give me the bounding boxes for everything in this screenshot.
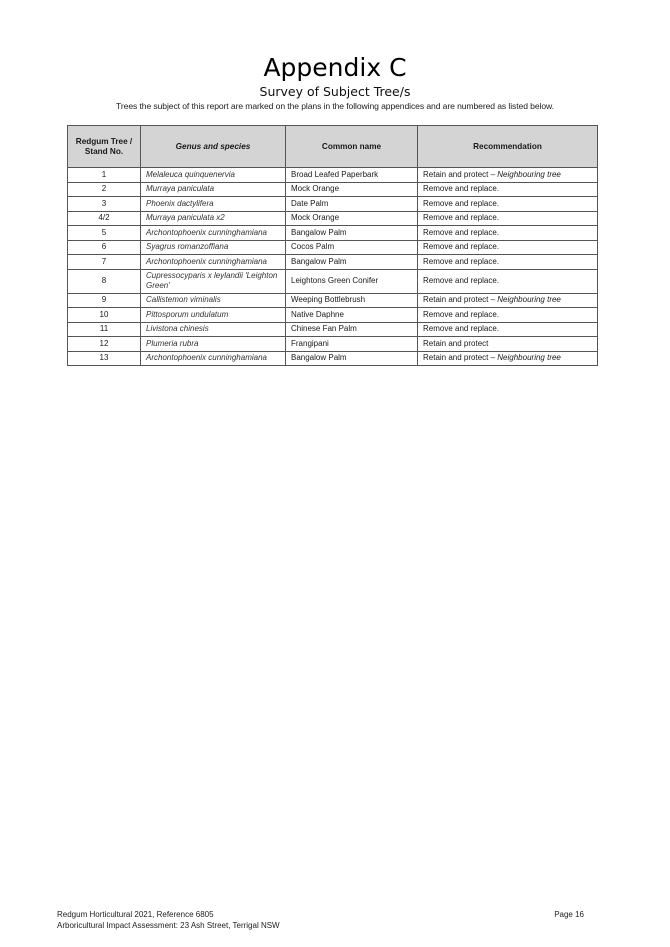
cell-tree-no: 11	[68, 322, 141, 337]
cell-recommendation	[418, 269, 598, 293]
recommendation-note: Neighbouring tree	[497, 295, 561, 305]
cell-common-name: Bangalow Palm	[286, 226, 418, 241]
table-row	[68, 197, 598, 212]
page-subtitle: Survey of Subject Tree/s	[259, 84, 411, 99]
cell-recommendation	[418, 240, 598, 255]
cell-genus: Archontophoenix cunninghamiana	[141, 351, 286, 366]
recommendation-text: Remove and replace.	[423, 184, 500, 194]
cell-genus: Phoenix dactylifera	[141, 197, 286, 212]
cell-tree-no: 7	[68, 255, 141, 270]
recommendation-text: Remove and replace.	[423, 227, 500, 237]
cell-genus: Murraya paniculata	[141, 182, 286, 197]
table-row	[68, 351, 598, 366]
cell-tree-no: 10	[68, 308, 141, 323]
cell-common-name: Mock Orange	[286, 182, 418, 197]
table-row	[68, 337, 598, 352]
cell-genus: Plumeria rubra	[141, 337, 286, 352]
tree-survey-table	[67, 125, 598, 366]
table-row	[68, 308, 598, 323]
cell-tree-no: 9	[68, 293, 141, 308]
cell-common-name: Cocos Palm	[286, 240, 418, 255]
cell-recommendation	[418, 211, 598, 226]
cell-tree-no: 12	[68, 337, 141, 352]
cell-common-name: Frangipani	[286, 337, 418, 352]
cell-tree-no: 1	[68, 168, 141, 183]
header-common-name: Common name	[286, 126, 418, 168]
table-row	[68, 255, 598, 270]
cell-tree-no: 3	[68, 197, 141, 212]
page-number: Page 16	[554, 910, 584, 919]
recommendation-note: Neighbouring tree	[497, 353, 561, 363]
recommendation-text: Remove and replace.	[423, 309, 500, 319]
header-genus: Genus and species	[141, 126, 286, 168]
cell-genus: Pittosporum undulatum	[141, 308, 286, 323]
recommendation-text: Remove and replace.	[423, 256, 500, 266]
footer-line-2: Arboricultural Impact Assessment: 23 Ash Street, Terrigal NSW	[57, 921, 280, 930]
recommendation-text: Remove and replace.	[423, 198, 500, 208]
intro-text: Trees the subject of this report are marked on the plans in the following appendices and are numbered as listed below.	[116, 101, 554, 111]
cell-common-name: Date Palm	[286, 197, 418, 212]
header-tree-no: Redgum Tree / Stand No.	[68, 126, 141, 168]
table-row	[68, 293, 598, 308]
cell-tree-no: 13	[68, 351, 141, 366]
cell-genus: Archontophoenix cunninghamiana	[141, 255, 286, 270]
cell-recommendation	[418, 197, 598, 212]
cell-recommendation	[418, 293, 598, 308]
cell-tree-no: 4/2	[68, 211, 141, 226]
cell-genus: Archontophoenix cunninghamiana	[141, 226, 286, 241]
cell-common-name: Weeping Bottlebrush	[286, 293, 418, 308]
cell-common-name: Native Daphne	[286, 308, 418, 323]
cell-common-name: Bangalow Palm	[286, 255, 418, 270]
cell-tree-no: 5	[68, 226, 141, 241]
cell-recommendation	[418, 322, 598, 337]
page-title: Appendix C	[263, 53, 407, 82]
table-row	[68, 182, 598, 197]
cell-genus: Murraya paniculata x2	[141, 211, 286, 226]
cell-recommendation	[418, 168, 598, 183]
cell-common-name: Broad Leafed Paperbark	[286, 168, 418, 183]
cell-common-name: Mock Orange	[286, 211, 418, 226]
cell-recommendation	[418, 182, 598, 197]
recommendation-text: Retain and protect –	[423, 295, 498, 305]
recommendation-text: Remove and replace.	[423, 213, 500, 223]
header-recommendation: Recommendation	[418, 126, 598, 168]
table-row	[68, 322, 598, 337]
cell-genus: Cupressocyparis x leylandii 'Leighton Green'	[141, 269, 286, 293]
recommendation-text: Remove and replace.	[423, 276, 500, 285]
table-body	[68, 168, 598, 366]
cell-tree-no: 2	[68, 182, 141, 197]
cell-genus: Melaleuca quinquenervia	[141, 168, 286, 183]
cell-genus: Syagrus romanzoffiana	[141, 240, 286, 255]
recommendation-text: Remove and replace.	[423, 242, 500, 252]
cell-tree-no: 8	[68, 269, 141, 293]
table-row	[68, 240, 598, 255]
table-row	[68, 211, 598, 226]
cell-recommendation	[418, 308, 598, 323]
cell-common-name: Leightons Green Conifer	[286, 269, 418, 293]
cell-recommendation	[418, 337, 598, 352]
recommendation-text: Retain and protect	[423, 338, 489, 348]
cell-common-name: Bangalow Palm	[286, 351, 418, 366]
recommendation-text: Retain and protect –	[423, 353, 498, 363]
cell-common-name: Chinese Fan Palm	[286, 322, 418, 337]
cell-recommendation	[418, 226, 598, 241]
table-row	[68, 269, 598, 293]
table-row	[68, 168, 598, 183]
recommendation-text: Retain and protect –	[423, 169, 498, 179]
cell-genus: Callistemon viminalis	[141, 293, 286, 308]
cell-genus: Livistona chinesis	[141, 322, 286, 337]
footer-reference	[57, 909, 280, 931]
table-header-row	[68, 126, 598, 168]
table-row	[68, 226, 598, 241]
footer-line-1: Redgum Horticultural 2021, Reference 6805	[57, 910, 214, 919]
recommendation-text: Remove and replace.	[423, 324, 500, 334]
recommendation-note: Neighbouring tree	[497, 169, 561, 179]
cell-tree-no: 6	[68, 240, 141, 255]
cell-recommendation	[418, 351, 598, 366]
cell-recommendation	[418, 255, 598, 270]
